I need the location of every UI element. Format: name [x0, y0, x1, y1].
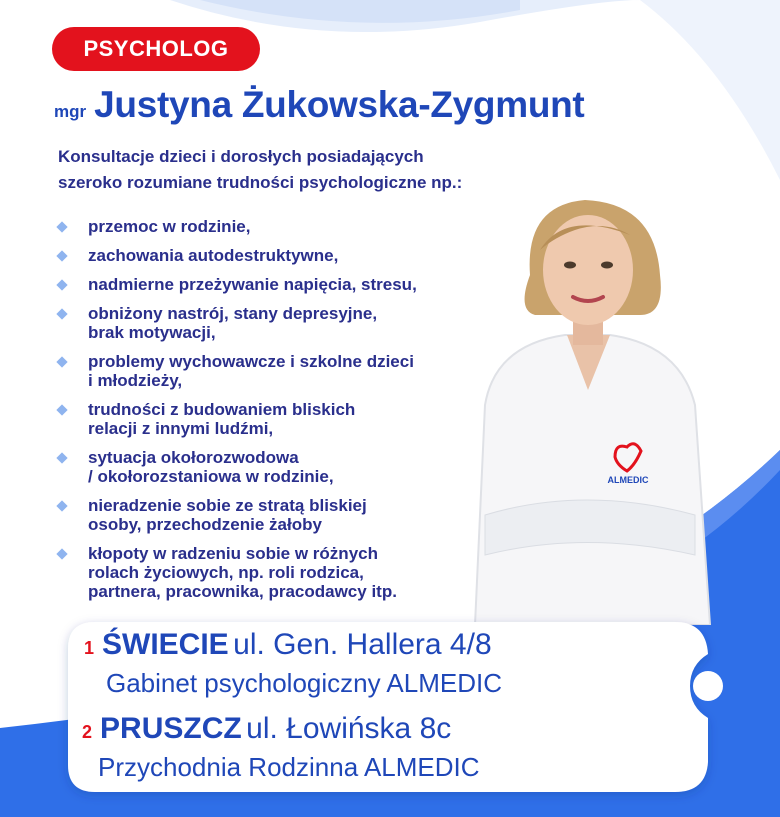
- location-number: 1: [84, 638, 95, 658]
- location-2: [82, 712, 451, 746]
- list-item-text: brak motywacji,: [88, 323, 216, 342]
- title-prefix: mgr: [54, 102, 87, 121]
- location-city: PRUSZCZ: [100, 712, 242, 745]
- list-item-text: rolach życiowych, np. roli rodzica,: [88, 563, 364, 582]
- list-item-text: nieradzenie sobie ze stratą bliskiej: [88, 496, 367, 515]
- location-street: ul. Gen. Hallera 4/8: [233, 628, 492, 661]
- list-item-text: zachowania autodestruktywne,: [88, 246, 339, 265]
- location-street: ul. Łowińska 8c: [246, 712, 452, 745]
- location-1-description: Gabinet psychologiczny ALMEDIC: [106, 668, 502, 698]
- location-2-description: Przychodnia Rodzinna ALMEDIC: [98, 752, 480, 782]
- list-item-text: przemoc w rodzinie,: [88, 217, 251, 236]
- list-item-text: i młodzieży,: [88, 371, 183, 390]
- locations-card: [70, 622, 710, 792]
- location-1: [84, 628, 492, 662]
- svg-text:ALMEDIC: ALMEDIC: [607, 475, 649, 485]
- list-item-text: problemy wychowawcze i szkolne dzieci: [88, 352, 414, 371]
- list-item-text: obniżony nastrój, stany depresyjne,: [88, 304, 378, 323]
- list-item-text: nadmierne przeżywanie napięcia, stresu,: [88, 275, 417, 294]
- list-item-text: partnera, pracownika, pracodawcy itp.: [88, 582, 397, 601]
- location-city: ŚWIECIE: [102, 628, 229, 661]
- list-item-text: / okołorozstaniowa w rodzinie,: [88, 467, 334, 486]
- intro-line-2: szeroko rozumiane trudności psychologiczne np.:: [58, 173, 463, 192]
- list-item-text: sytuacja okołorozwodowa: [88, 448, 299, 467]
- list-item-text: osoby, przechodzenie żałoby: [88, 515, 322, 534]
- person-name: Justyna Żukowska-Zygmunt: [94, 84, 585, 125]
- location-number: 2: [82, 722, 93, 742]
- list-item-text: relacji z innymi ludźmi,: [88, 419, 274, 438]
- intro-line-1: Konsultacje dzieci i dorosłych posiadających: [58, 147, 424, 166]
- list-item-text: kłopoty w radzeniu sobie w różnych: [88, 544, 378, 563]
- list-item-text: trudności z budowaniem bliskich: [88, 400, 356, 419]
- role-badge: PSYCHOLOG: [52, 27, 260, 71]
